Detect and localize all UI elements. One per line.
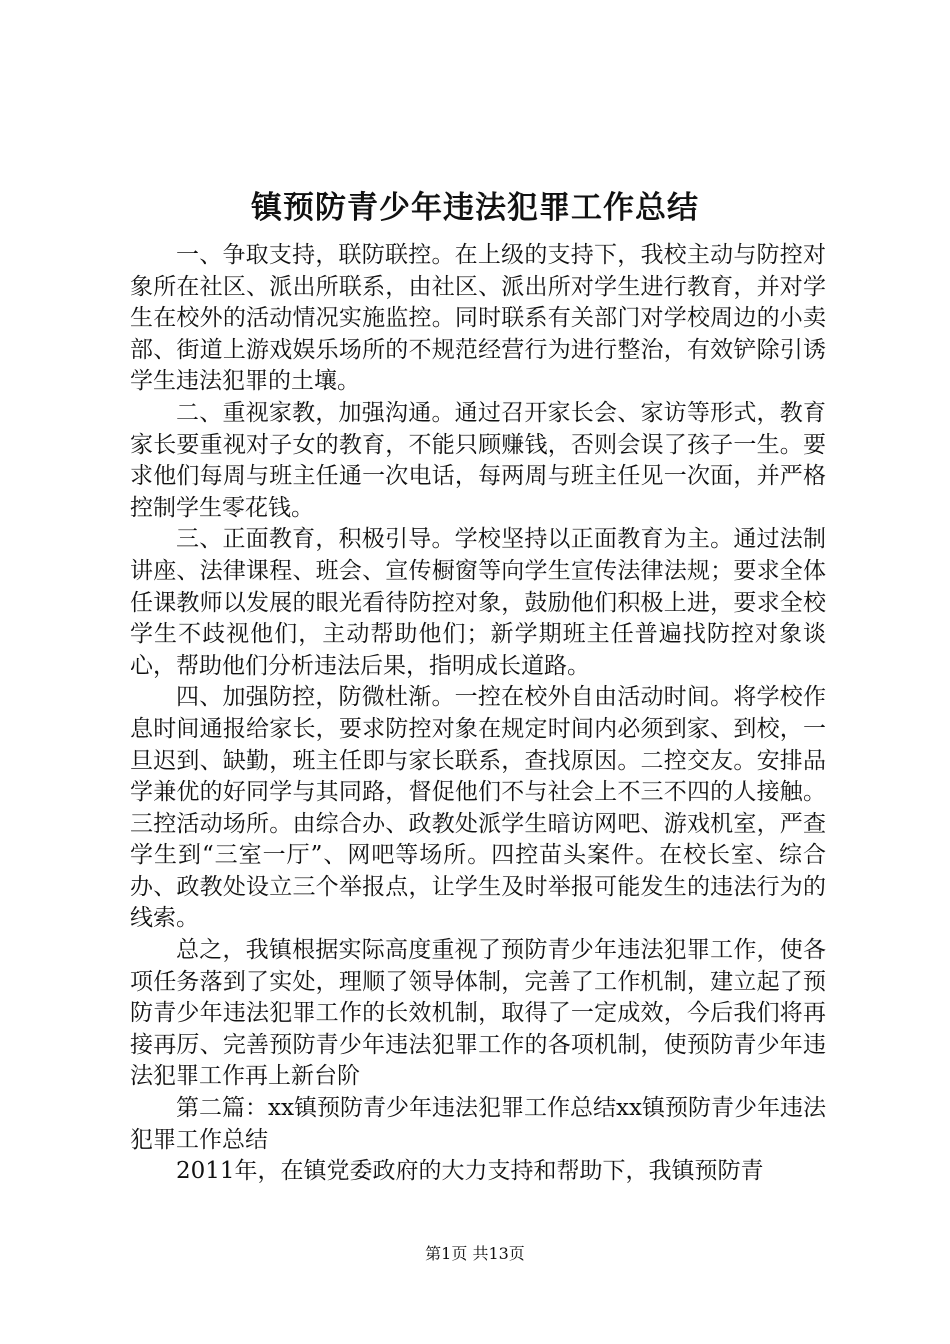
paragraph-4: 四、加强防控，防微杜渐。一控在校外自由活动时间。将学校作息时间通报给家长，要求防控对象在规定时间内必须到家、到校，一旦迟到、缺勤，班主任即与家长联系，查找原因。二控交友。安排品学兼优的好同学与其同路，督促他们不与社会上不三不四的人接触。三控活动场所。由综合办、政教处派学生暗访网吧、游戏机室，严查学生到“三室一厅”、网吧等场所。四控苗头案件。在校长室、综合办、政教处设立三个举报点，让学生及时举报可能发生的违法行为的线索。: [130, 684, 826, 932]
page-number-footer: 第1页 共13页: [425, 1244, 525, 1263]
paragraph-2: 二、重视家教，加强沟通。通过召开家长会、家访等形式，教育家长要重视对子女的教育，不能只顾赚钱，否则会误了孩子一生。要求他们每周与班主任通一次电话，每两周与班主任见一次面，并严格控制学生零花钱。: [130, 399, 826, 521]
paragraph-3: 三、正面教育，积极引导。学校坚持以正面教育为主。通过法制讲座、法律课程、班会、宣传橱窗等向学生宣传法律法规；要求全体任课教师以发展的眼光看待防控对象，鼓励他们积极上进，要求全校学生不歧视他们，主动帮助他们；新学期班主任普遍找防控对象谈心，帮助他们分析违法后果，指明成长道路。: [130, 526, 826, 679]
paragraph-6: 第二篇：xx镇预防青少年违法犯罪工作总结xx镇预防青少年违法犯罪工作总结: [130, 1095, 826, 1153]
paragraph-7: 2011年，在镇党委政府的大力支持和帮助下，我镇预防青: [176, 1158, 764, 1185]
paragraph-1: 一、争取支持，联防联控。在上级的支持下，我校主动与防控对象所在社区、派出所联系，由社区、派出所对学生进行教育，并对学生在校外的活动情况实施监控。同时联系有关部门对学校周边的小卖部、街道上游戏娱乐场所的不规范经营行为进行整治，有效铲除引诱学生违法犯罪的土壤。: [130, 242, 826, 395]
document-body: [130, 240, 826, 1188]
document-title: 镇预防青少年违法犯罪工作总结: [251, 190, 699, 226]
paragraph-5: 总之，我镇根据实际高度重视了预防青少年违法犯罪工作，使各项任务落到了实处，理顺了领导体制，完善了工作机制，建立起了预防青少年违法犯罪工作的长效机制，取得了一定成效，今后我们将再接再厉、完善预防青少年违法犯罪工作的各项机制，使预防青少年违法犯罪工作再上新台阶: [130, 937, 826, 1090]
